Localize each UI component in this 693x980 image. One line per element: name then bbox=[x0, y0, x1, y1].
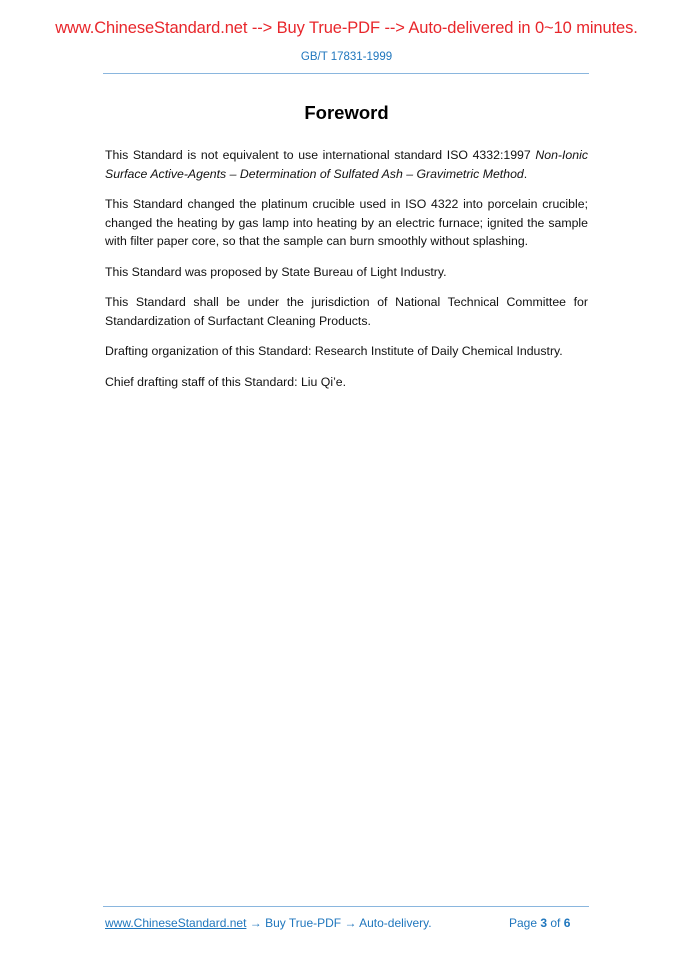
footer-site-link[interactable]: www.ChineseStandard.net bbox=[105, 916, 247, 930]
page-of: of bbox=[547, 916, 564, 930]
page-title: Foreword bbox=[304, 102, 389, 123]
footer-divider bbox=[103, 906, 589, 907]
footer-promo bbox=[105, 916, 432, 930]
paragraph-proposed-by: This Standard was proposed by State Bureau of Light Industry. bbox=[105, 264, 447, 279]
page-total: 6 bbox=[563, 916, 571, 930]
header-divider bbox=[103, 73, 589, 74]
paragraph-jurisdiction: This Standard shall be under the jurisdiction of National Technical Committee for Standardization of Surfactant Cleaning Products. bbox=[105, 295, 588, 328]
page-label: Page bbox=[509, 916, 541, 930]
page-indicator bbox=[509, 916, 570, 930]
paragraph-drafting-org: Drafting organization of this Standard: Research Institute of Daily Chemical Industry. bbox=[105, 344, 563, 358]
paragraph-changes: This Standard changed the platinum crucible used in ISO 4322 into porcelain crucible; changed the heating by gas lamp into heating by an electric furnace; ignited the sample with filter paper core, so that the sample can burn smoothly without splashing. bbox=[105, 197, 588, 248]
promo-banner[interactable]: www.ChineseStandard.net --> Buy True-PDF --> Auto-delivered in 0~10 minutes. bbox=[55, 19, 638, 37]
paragraph-end: . bbox=[523, 166, 528, 181]
paragraph-equivalence bbox=[105, 146, 588, 183]
document-body bbox=[105, 146, 588, 403]
paragraph-drafting-staff: Chief drafting staff of this Standard: Liu Qi’e. bbox=[105, 374, 347, 389]
footer-promo-text: → Buy True-PDF → Auto-delivery. bbox=[246, 916, 432, 930]
iso-standard-title: Non-Ionic Surface Active-Agents – Determination of Sulfated Ash – Gravimetric Method bbox=[105, 148, 588, 181]
document-code-header: GB/T 17831-1999 bbox=[300, 51, 393, 63]
paragraph-text: This Standard is not equivalent to use international standard ISO 4332:1997 bbox=[105, 148, 536, 162]
page-current: 3 bbox=[540, 916, 548, 930]
